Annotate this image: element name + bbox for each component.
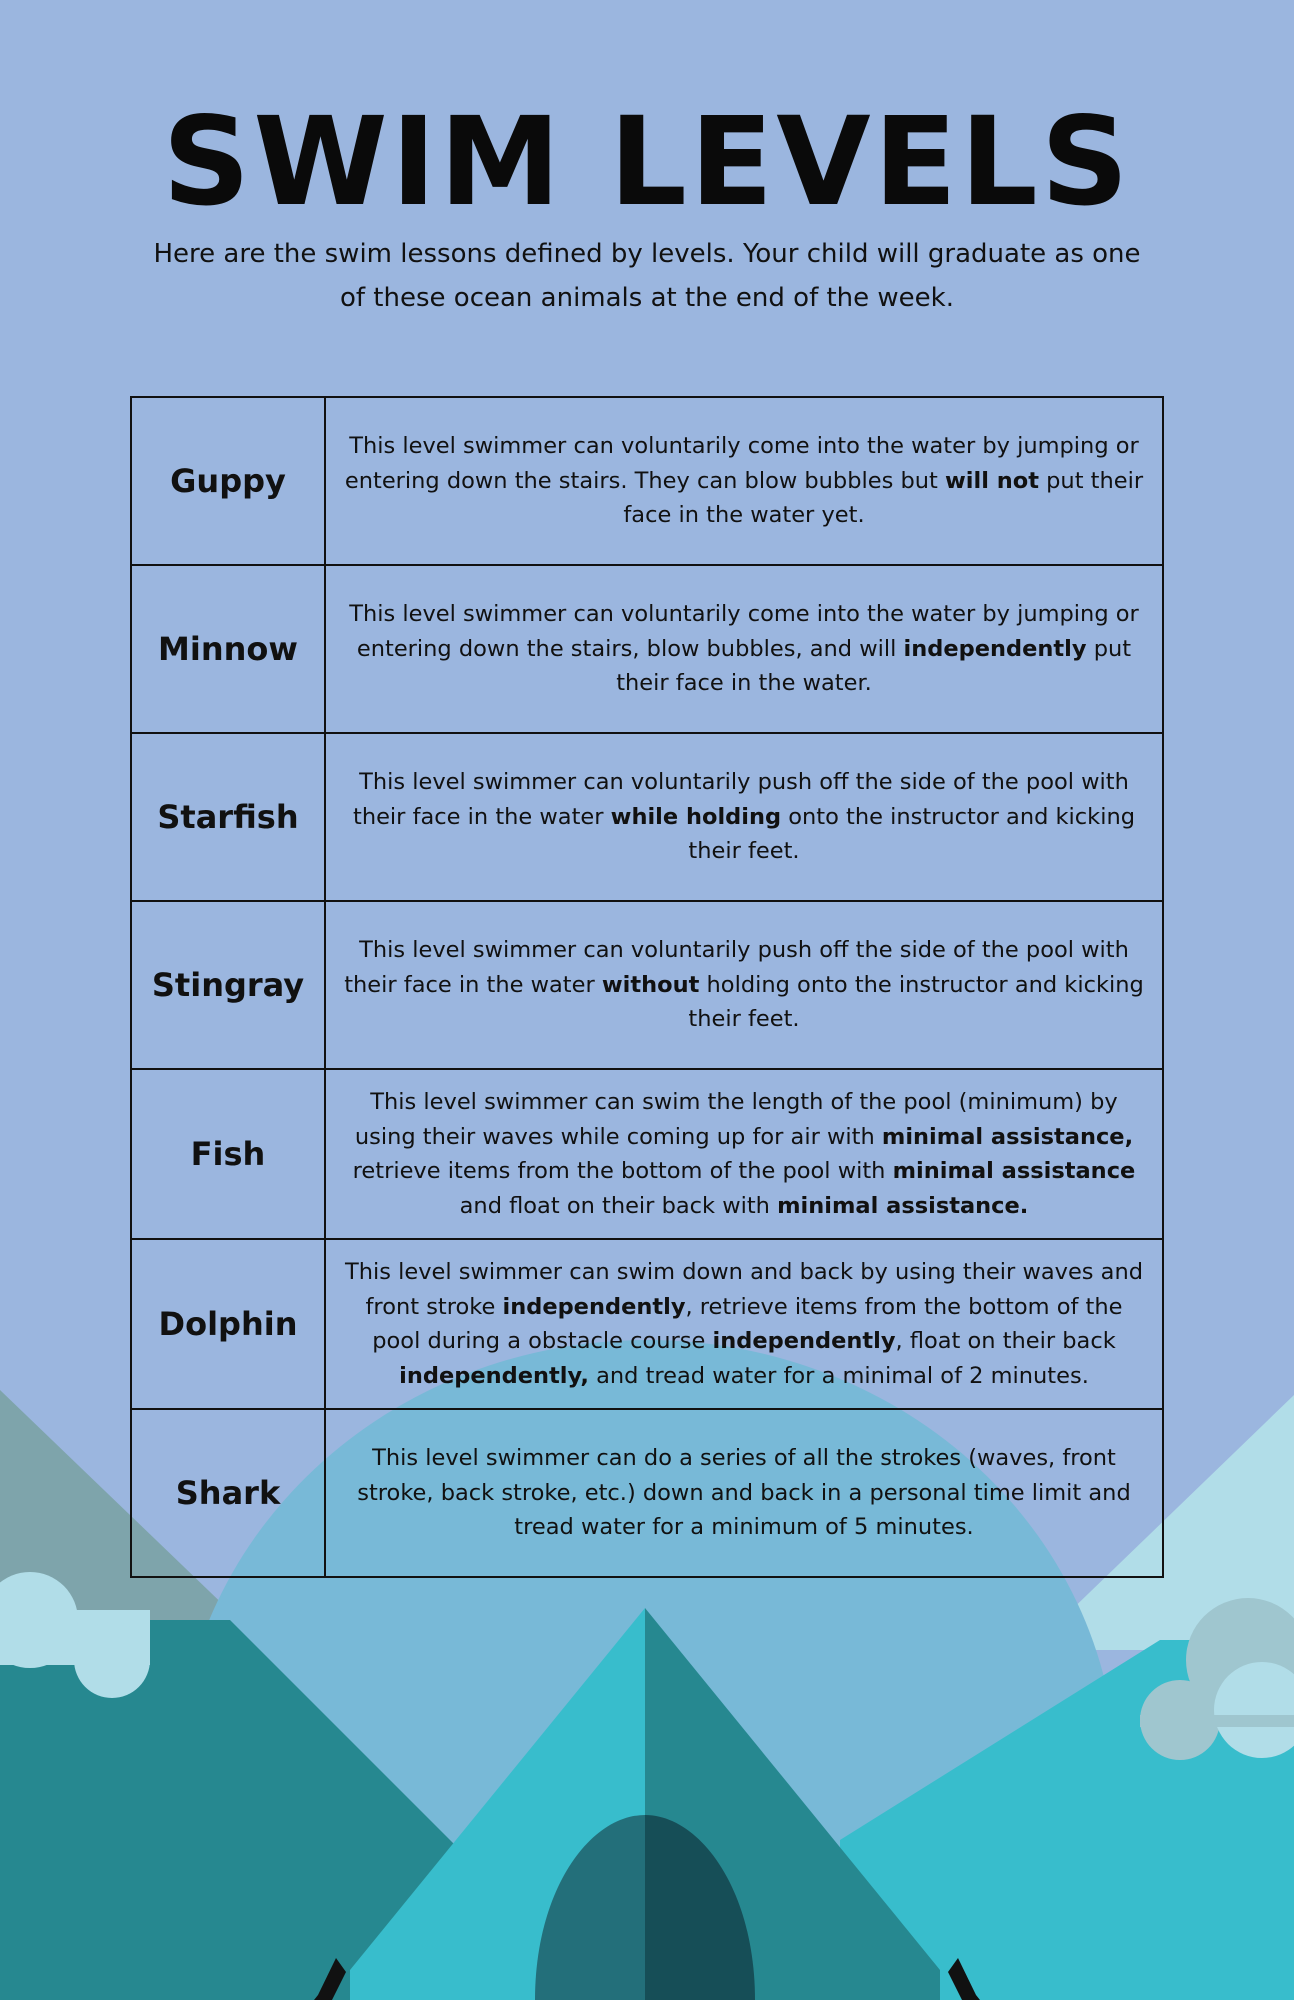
level-name: Guppy <box>131 397 325 565</box>
level-row-shark <box>131 1409 1163 1577</box>
level-row-fish <box>131 1069 1163 1239</box>
emphasis-text: while holding <box>610 803 782 830</box>
level-row-minnow <box>131 565 1163 733</box>
level-row-guppy <box>131 397 1163 565</box>
description-text: onto the instructor and kicking their feet. <box>688 803 1135 865</box>
emphasis-text: minimal assistance, <box>881 1123 1134 1150</box>
emphasis-text: without <box>601 971 700 998</box>
description-text: holding onto the instructor and kicking their feet. <box>688 971 1144 1033</box>
emphasis-text: will not <box>945 467 1039 494</box>
emphasis-text: minimal assistance <box>892 1158 1136 1184</box>
level-row-stingray <box>131 901 1163 1069</box>
description-text: This level swimmer can swim down and back by using their waves and front stroke <box>344 1259 1144 1320</box>
level-description <box>325 1239 1163 1409</box>
level-row-dolphin <box>131 1239 1163 1409</box>
level-description <box>325 1069 1163 1239</box>
level-description <box>325 565 1163 733</box>
emphasis-text: minimal assistance. <box>777 1192 1029 1219</box>
level-description <box>325 901 1163 1069</box>
description-text: , retrieve items from the bottom of the pool during a obstacle course <box>372 1293 1123 1354</box>
subtitle: Here are the swim lessons defined by levels. Your child will graduate as one of these ocean animals at the end of the week. <box>153 239 1141 313</box>
description-text: retrieve items from the bottom of the pool with <box>352 1158 893 1184</box>
description-text: This level swimmer can voluntarily come into the water by jumping or entering down the stairs. They can blow bubbles but <box>344 433 1139 494</box>
description-text: and tread water for a minimal of 2 minutes. <box>588 1362 1089 1389</box>
description-text: put their face in the water yet. <box>623 467 1144 529</box>
emphasis-text: independently <box>712 1328 896 1354</box>
description-text: This level swimmer can do a series of all the strokes (waves, front stroke, back stroke, etc.) down and back in a personal time limit and tread water for a minimum of 5 minutes. <box>357 1445 1131 1541</box>
level-description <box>325 397 1163 565</box>
level-name: Starfish <box>131 733 325 901</box>
level-description <box>325 1409 1163 1577</box>
level-name: Dolphin <box>131 1239 325 1409</box>
swim-levels-table <box>130 396 1164 1578</box>
emphasis-text: independently, <box>399 1362 589 1389</box>
level-name: Fish <box>131 1069 325 1239</box>
description-text: , float on their back <box>895 1328 1116 1354</box>
description-text: This level swimmer can voluntarily push off the side of the pool with their face in the water <box>353 769 1129 830</box>
level-name: Stingray <box>131 901 325 1069</box>
level-description <box>325 733 1163 901</box>
page-title: SWIM LEVELS <box>162 91 1132 233</box>
description-text: This level swimmer can voluntarily come into the water by jumping or entering down the stairs, blow bubbles, and will <box>349 601 1139 662</box>
description-text: This level swimmer can swim the length of the pool (minimum) by using their waves while coming up for air with <box>354 1089 1118 1150</box>
level-name: Minnow <box>131 565 325 733</box>
level-row-starfish <box>131 733 1163 901</box>
description-text: put their face in the water. <box>616 635 1132 697</box>
description-text: and float on their back with <box>459 1192 778 1219</box>
emphasis-text: independently <box>903 635 1087 662</box>
level-name: Shark <box>131 1409 325 1577</box>
emphasis-text: independently <box>502 1293 686 1320</box>
swim-levels-body <box>131 397 1163 1577</box>
description-text: This level swimmer can voluntarily push off the side of the pool with their face in the water <box>344 937 1129 998</box>
